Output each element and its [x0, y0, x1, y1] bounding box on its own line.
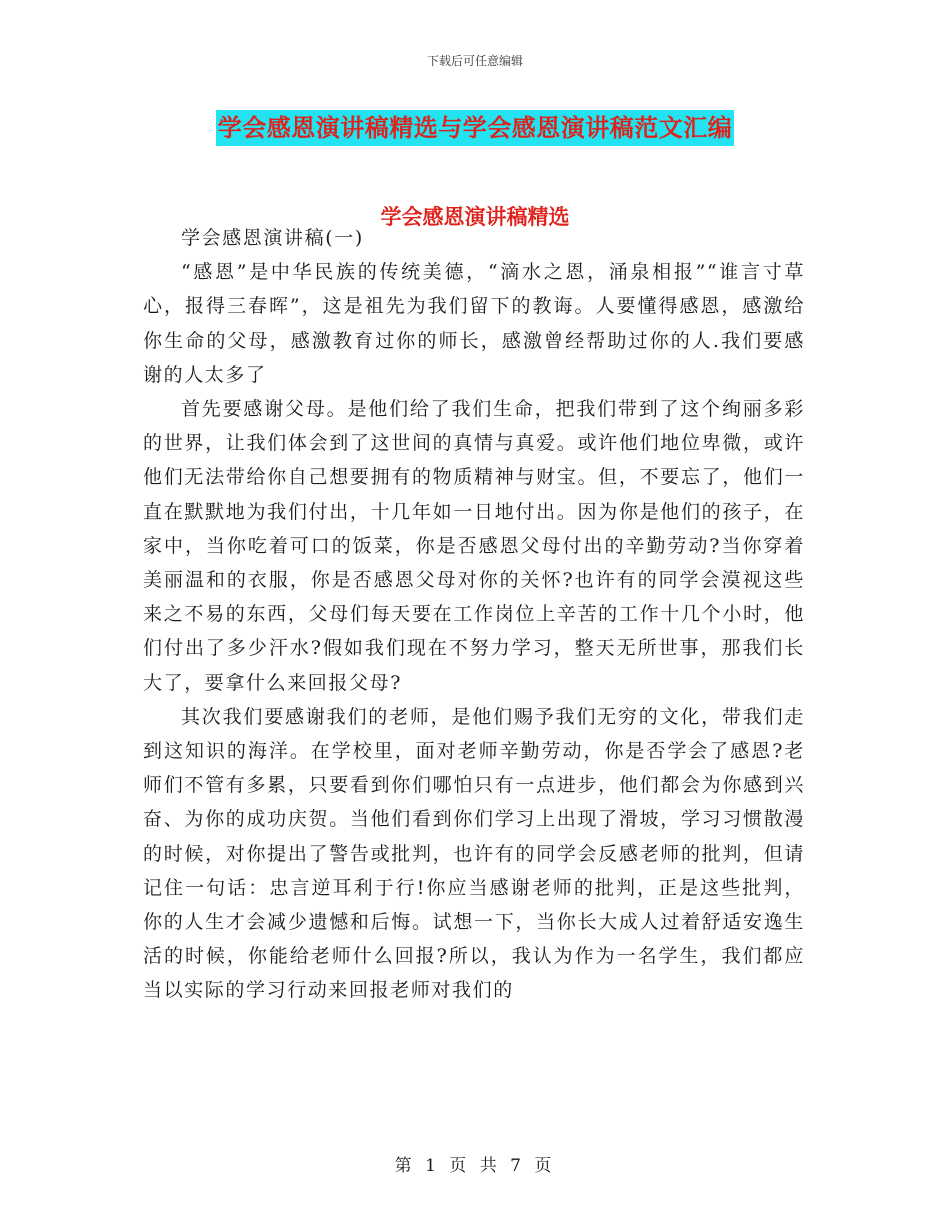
header-note: 下载后可任意编辑: [426, 54, 523, 68]
document-body: [143, 221, 805, 1008]
paragraph-intro: “感恩”是中华民族的传统美德，“滴水之恩，涌泉相报”“谁言寸草心，报得三春晖”，这是祖先为我们留下的教诲。人要懂得感恩，感激给你生命的父母，感激教育过你的师长，感激曾经帮助过你的人.我们要感谢的人太多了: [143, 261, 805, 386]
main-title: 学会感恩演讲稿精选与学会感恩演讲稿范文汇编: [216, 110, 735, 146]
paragraph-teachers: 其次我们要感谢我们的老师，是他们赐予我们无穷的文化，带我们走到这知识的海洋。在学校里，面对老师辛勤劳动，你是否学会了感恩?老师们不管有多累，只要看到你们哪怕只有一点进步，他们都会为你感到兴奋、为你的成功庆贺。当他们看到你们学习上出现了滑坡，学习习惯散漫的时候，对你提出了警告或批判，也许有的同学会反感老师的批判，但请记住一句话：忠言逆耳利于行!你应当感谢老师的批判，正是这些批判，你的人生才会减少遗憾和后悔。试想一下，当你长大成人过着舒适安逸生活的时候，你能给老师什么回报?所以，我认为作为一名学生，我们都应当以实际的学习行动来回报老师对我们的: [143, 705, 805, 1002]
page-footer: 第 1 页 共 7 页: [394, 1156, 556, 1176]
sub-title: 学会感恩演讲稿精选: [380, 204, 570, 229]
paragraph-parents: 首先要感谢父母。是他们给了我们生命，把我们带到了这个绚丽多彩的世界，让我们体会到了这世间的真情与真爱。或许他们地位卑微，或许他们无法带给你自己想要拥有的物质精神与财宝。但，不要忘了，他们一直在默默地为我们付出，十几年如一日地付出。因为你是他们的孩子，在家中，当你吃着可口的饭菜，你是否感恩父母付出的辛勤劳动?当你穿着美丽温和的衣服，你是否感恩父母对你的关怀?也许有的同学会漠视这些来之不易的东西，父母们每天要在工作岗位上辛苦的工作十几个小时，他们付出了多少汗水?假如我们现在不努力学习，整天无所世事，那我们长大了，要拿什么来回报父母?: [143, 398, 805, 694]
main-title-wrapper: [0, 110, 950, 146]
section-heading: 学会感恩演讲稿(一): [181, 227, 364, 249]
